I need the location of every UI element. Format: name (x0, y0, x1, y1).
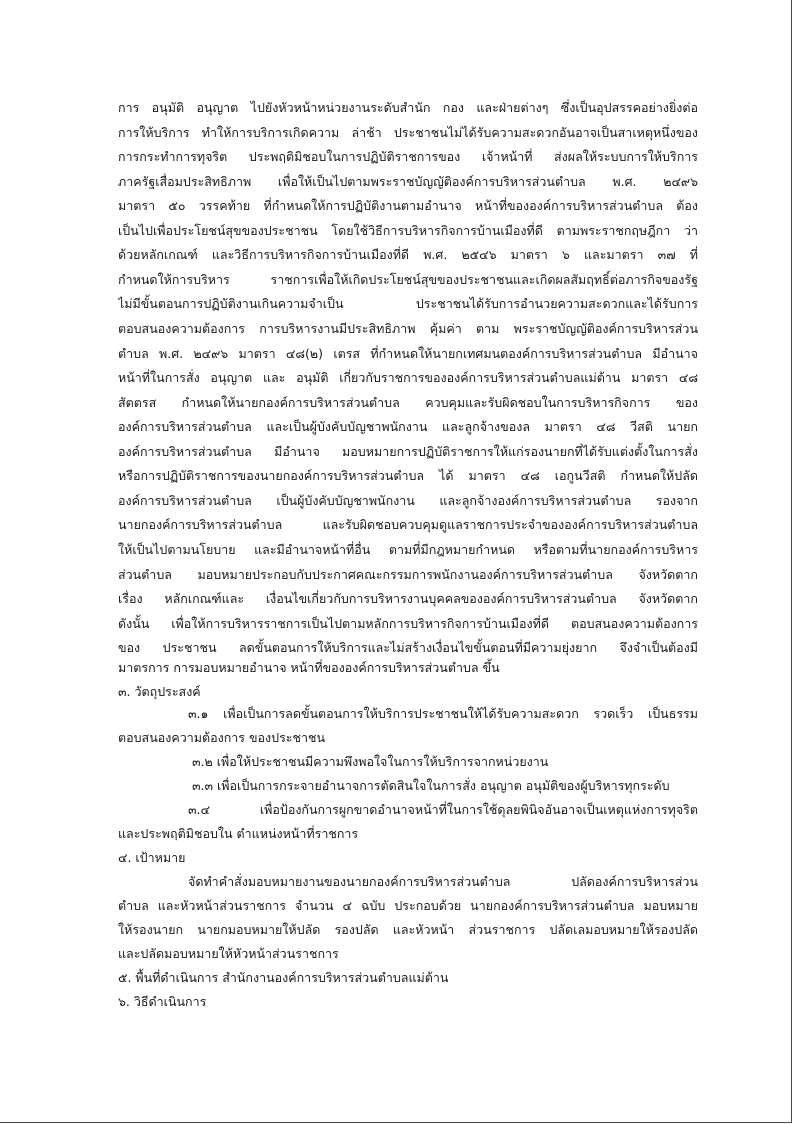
section-5-area: ๕. พื้นที่ดำเนินการ สำนักงานองค์การบริหารส่วนตำบลแม่ต้าน (118, 970, 449, 985)
objective-3-3: ๓.๓ เพื่อเป็นการกระจายอำนาจการตัดสินใจในการสั่ง อนุญาต อนุมัติของผู้บริหารทุกระดับ (192, 778, 670, 793)
paragraph-line: ภาครัฐเสื่อมประสิทธิภาพ เพื่อให้เป็นไปตามพระราชบัญญัติองค์การบริหารส่วนตำบล พ.ศ. ๒๔๙๖ (118, 173, 698, 189)
paragraph-line: องค์การบริหารส่วนตำบล เป็นผู้บังคับบัญชาพนักงาน และลูกจ้างองค์การบริหารส่วนตำบล รองจาก (118, 492, 698, 508)
paragraph-last-line: มาตรการ การมอบหมายอำนาจ หน้าที่ขององค์การบริหารส่วนตำบล ขึ้น (118, 660, 500, 675)
paragraph-line: องค์การบริหารส่วนตำบล และเป็นผู้บังคับบัญชาพนักงาน และลูกจ้างของล มาตรา ๔๘ วีสติ นายก (118, 419, 698, 435)
paragraph-line: หรือการปฏิบัติราชการของนายกองค์การบริหารส่วนตำบล ได้ มาตรา ๔๘ เอกูนวีสติ กำหนดให้ปลัด (118, 468, 698, 484)
target-line-3: ให้รองนายก นายกมอบหมายให้ปลัด รองปลัด และหัวหน้า ส่วนราชการ ปลัดเลมอบหมายให้รองปลัด (118, 922, 698, 937)
paragraph-line: ตอบสนองความต้องการ การบริหารงานมีประสิทธิภาพ คุ้มค่า ตาม พระราชบัญญัติองค์การบริหารส่วน (118, 321, 698, 336)
paragraph-line: สัตตรส กำหนดให้นายกองค์การบริหารส่วนตำบล ควบคุมและรับผิดชอบในการบริหารกิจการ ของ (118, 394, 698, 410)
paragraph-line: ไม่มีขั้นตอนการปฏิบัติงานเกินความจำเป็น ประชาชนได้รับการอำนวยความสะดวกและได้รับการ (118, 296, 698, 312)
paragraph-line: การให้บริการ ทำให้การบริการเกิดความ ล่าช้า ประชาชนไม่ได้รับความสะดวกอันอาจเป็นสาเหตุหนึ่งของ (118, 124, 698, 140)
paragraph-line: ของ ประชาชน ลดขั้นตอนการให้บริการและไม่สร้างเงื่อนไขขั้นตอนที่มีความยุ่งยาก จึงจำเป็นต้องมี (118, 640, 698, 656)
target-line-1: จัดทำคำสั่งมอบหมายงานของนายกองค์การบริหารส่วนตำบล ปลัดองค์การบริหารส่วน (188, 874, 698, 889)
objective-3-1-line-1: ๓.๑ เพื่อเป็นการลดขั้นตอนการให้บริการประชาชนให้ได้รับความสะดวก รวดเร็ว เป็นธรรม (188, 706, 698, 721)
objective-3-2: ๓.๒ เพื่อให้ประชาชนมีความพึงพอใจในการให้บริการจากหน่วยงาน (192, 754, 549, 769)
paragraph-line: ส่วนตำบล มอบหมายประกอบกับประกาศคณะกรรมการพนักงานองค์การบริหารส่วนตำบล จังหวัดตาก (118, 566, 698, 582)
paragraph-line: การกระทำการทุจริต ประพฤติมิชอบในการปฏิบัติราชการของ เจ้าหน้าที่ ส่งผลให้ระบบการให้บริการ (118, 149, 698, 165)
paragraph-line: หน้าที่ในการสั่ง อนุญาต และ อนุมัติ เกี่ยวกับราชการขององค์การบริหารส่วนตำบลแม่ต้าน มาตรา ๔๘ (118, 370, 698, 386)
section-3-heading: ๓. วัตถุประสงค์ (118, 684, 201, 699)
paragraph-line: ดังนั้น เพื่อให้การบริหารราชการเป็นไปตามหลักการบริหารกิจการบ้านเมืองที่ดี ตอบสนองความต้องการ (118, 615, 698, 631)
objective-3-4-line-2: และประพฤติมิชอบใน ตำแหน่งหน้าที่ราชการ (118, 826, 359, 841)
paragraph-line: ด้วยหลักเกณฑ์ และวิธีการบริหารกิจการบ้านเมืองที่ดี พ.ศ. ๒๕๔๖ มาตรา ๖ และมาตรา ๓๗ ที่ (118, 247, 698, 263)
paragraph-line: เป็นไปเพื่อประโยชน์สุขของประชาชน โดยใช้วิธีการบริหารกิจการบ้านเมืองที่ดี ตามพระราชกฤษฎีกา ว่า (118, 222, 698, 238)
paragraph-line: ให้เป็นไปตามนโยบาย และมีอำนาจหน้าที่อื่น ตามที่มีกฎหมายกำหนด หรือตามที่นายกองค์การบริหาร (118, 541, 698, 557)
paragraph-line: องค์การบริหารส่วนตำบล มีอำนาจ มอบหมายการปฏิบัติราชการให้แก่รองนายกที่ได้รับแต่งตั้งในการสั่ง (118, 443, 698, 459)
objective-3-4-line-1: ๓.๔ เพื่อป้องกันการผูกขาดอำนาจหน้าที่ในการใช้ดุลยพินิจอันอาจเป็นเหตุแห่งการทุจริต (188, 802, 698, 817)
target-line-4: และปลัดมอบหมายให้หัวหน้าส่วนราชการ (118, 946, 339, 961)
target-line-2: ตำบล และหัวหน้าส่วนราชการ จำนวน ๔ ฉบับ ประกอบด้วย นายกองค์การบริหารส่วนตำบล มอบหมาย (118, 898, 698, 913)
paragraph-line: กำหนดให้การบริหาร ราชการเพื่อให้เกิดประโยชน์สุขของประชาชนและเกิดผลสัมฤทธิ์ต่อภารกิจของรัฐ (118, 271, 698, 287)
section-6-heading: ๖. วิธีดำเนินการ (118, 994, 207, 1009)
objective-3-1-line-2: ตอบสนองความต้องการ ของประชาชน (118, 730, 326, 745)
paragraph-line: นายกองค์การบริหารส่วนตำบล และรับผิดชอบควบคุมดูแลราชการประจำขององค์การบริหารส่วนตำบล (118, 517, 698, 533)
paragraph-line: การ อนุมัติ อนุญาต ไปยังหัวหน้าหน่วยงานระดับสำนัก กอง และฝ่ายต่างๆ ซึ่งเป็นอุปสรรคอย่างยิ่งต่อ (118, 100, 698, 115)
section-4-heading: ๔. เป้าหมาย (118, 850, 186, 865)
paragraph-line: เรื่อง หลักเกณฑ์และ เงื่อนไขเกี่ยวกับการบริหารงานบุคคลขององค์การบริหารส่วนตำบล จังหวัดตาก (118, 591, 698, 606)
paragraph-line: มาตรา ๕๐ วรรคท้าย ที่กำหนดให้การปฏิบัติงานตามอำนาจ หน้าที่ขององค์การบริหารส่วนตำบล ต้อง (118, 198, 698, 214)
paragraph-line: ตำบล พ.ศ. ๒๔๙๖ มาตรา ๔๘(๒) เตรส ที่กำหนดให้นายกเทศมนตองค์การบริหารส่วนตำบล มีอำนาจ (118, 345, 698, 361)
